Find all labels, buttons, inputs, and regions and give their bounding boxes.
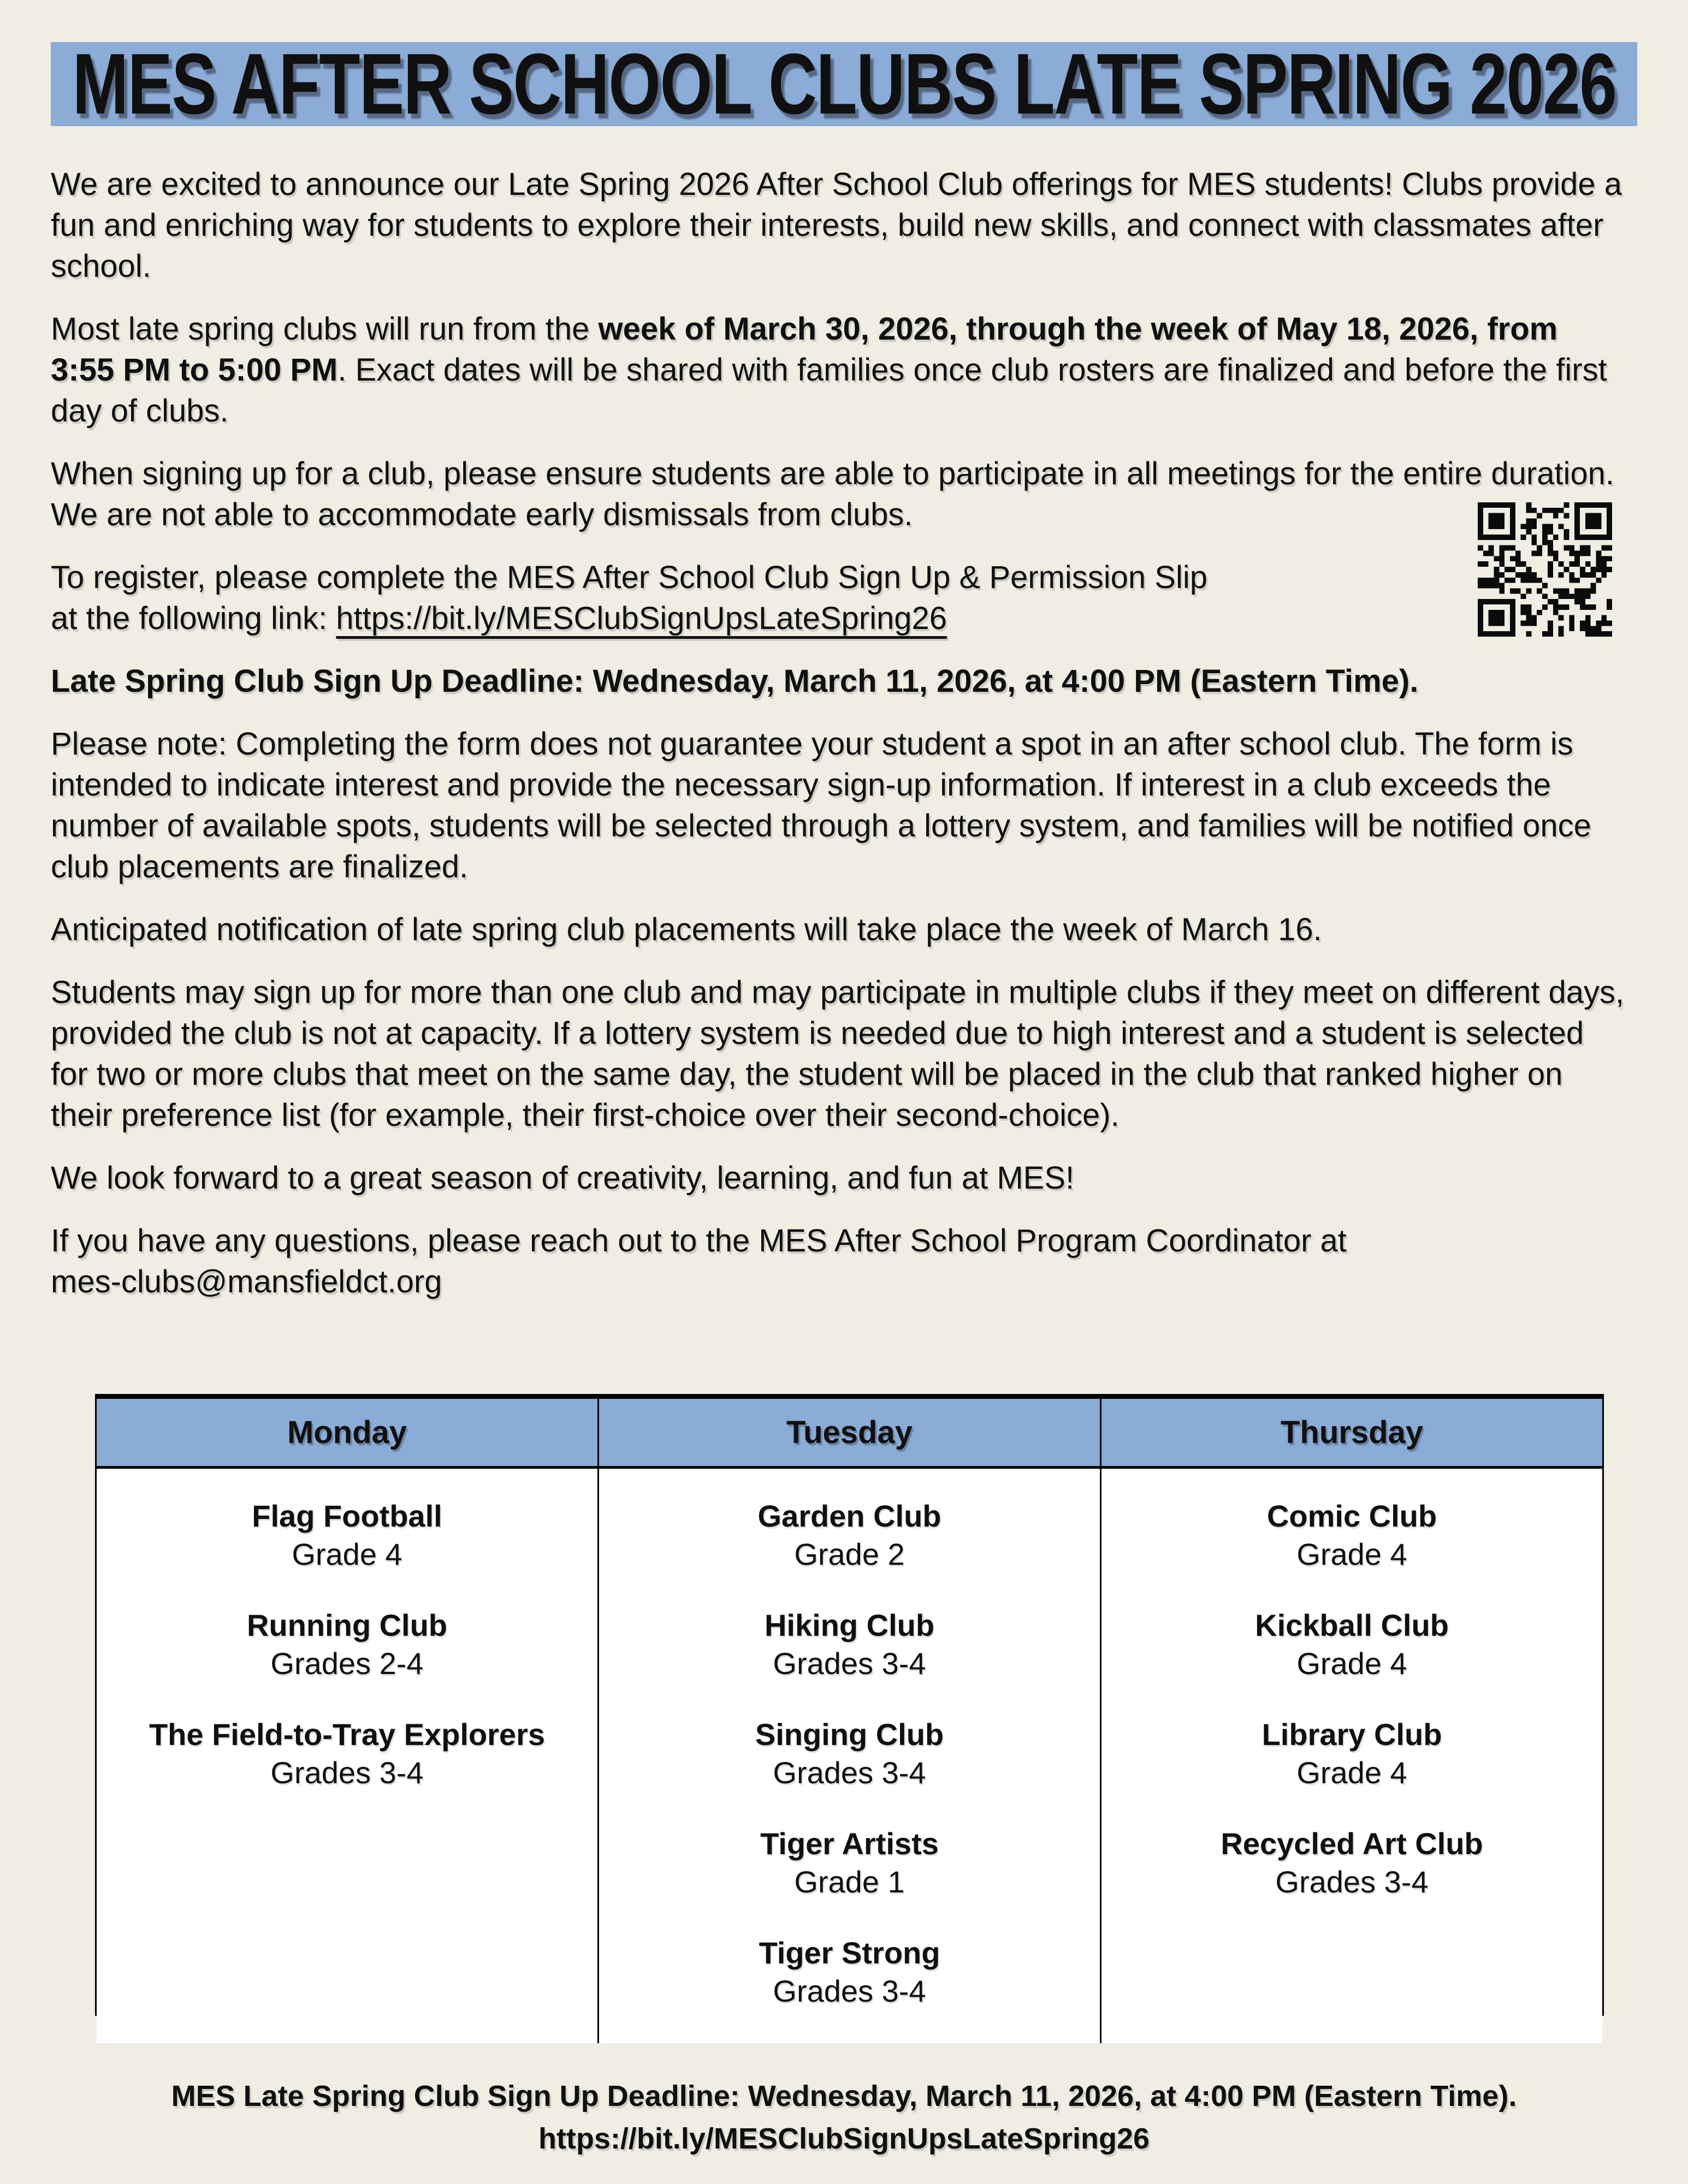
closing-paragraph: We look forward to a great season of creativity, learning, and fun at MES! [51, 1160, 1075, 1196]
club-name: Kickball Club [1255, 1608, 1449, 1642]
coordinator-email: mes-clubs@mansfieldct.org [51, 1264, 442, 1299]
please-note-paragraph: Please note: Completing the form does not guarantee your student a spot in an after school club. The form is intended to indicate interest and provide the necessary sign-up information. If interest in a club exceeds the number of available spots, students will be selected through a lottery system, and families will be notified once club placements are finalized. [51, 726, 1591, 885]
club-name: Recycled Art Club [1221, 1826, 1483, 1861]
club-entry [97, 1606, 597, 1683]
flyer-body [51, 164, 1629, 1324]
club-name: Tiger Strong [759, 1936, 940, 1970]
table-header-thursday: Thursday [1100, 1399, 1602, 1466]
club-name: Garden Club [757, 1499, 941, 1533]
club-grade: Grades 3-4 [773, 1755, 926, 1790]
club-grade: Grades 3-4 [270, 1755, 424, 1790]
club-entry [1101, 1497, 1602, 1574]
schedule-text: Most late spring clubs will run from the [51, 311, 599, 347]
footer-line1: MES Late Spring Club Sign Up Deadline: Wednesday, March 11, 2026, at 4:00 PM (Eastern Time). [171, 2080, 1517, 2112]
club-name: The Field-to-Tray Explorers [149, 1717, 546, 1752]
schedule-dates-bold: week of March 30, 2026, through the week of May 18, 2026, from 3:55 PM to 5:00 PM [51, 311, 1558, 388]
club-grade: Grades 2-4 [270, 1646, 424, 1681]
club-grade: Grades 3-4 [773, 1646, 926, 1681]
club-name: Running Club [246, 1608, 447, 1642]
schedule-paragraph [51, 308, 1629, 431]
club-grade: Grades 3-4 [773, 1974, 926, 2008]
club-entry [599, 1825, 1100, 1901]
signup-link[interactable]: https://bit.ly/MESClubSignUpsLateSpring26 [336, 601, 947, 636]
club-grade: Grade 4 [292, 1537, 402, 1571]
page-title: MES AFTER SCHOOL CLUBS LATE SPRING 2026 [72, 36, 1616, 132]
club-entry [599, 1606, 1100, 1683]
club-entry [97, 1497, 597, 1574]
monday-column-cell [97, 1469, 597, 2043]
club-entry [599, 1716, 1100, 1792]
club-grade: Grade 4 [1296, 1646, 1407, 1681]
club-grade: Grade 2 [794, 1537, 905, 1571]
multiple-clubs-paragraph: Students may sign up for more than one club and may participate in multiple clubs if they meet on different days, provided the club is not at capacity. If a lottery system is needed due to high interest and a student is selected for two or more clubs that meet on the same day, the student will be placed in the club that ranked higher on their preference list (for example, their first-choice over their second-choice). [51, 975, 1625, 1133]
club-entry [1101, 1716, 1602, 1792]
title-banner [51, 36, 1637, 132]
footer-line2: https://bit.ly/MESClubSignUpsLateSpring26 [538, 2122, 1150, 2155]
club-grade: Grade 4 [1296, 1755, 1407, 1790]
intro-paragraph: We are excited to announce our Late Spring 2026 After School Club offerings for MES students! Clubs provide a fun and enriching way for students to explore their interests, build new skills, and connect with classmates after school. [51, 167, 1622, 284]
club-name: Hiking Club [764, 1608, 935, 1642]
notification-paragraph: Anticipated notification of late spring club placements will take place the week of March 16. [51, 912, 1322, 947]
club-grade: Grade 4 [1296, 1537, 1407, 1571]
register-line1: To register, please complete the MES After School Club Sign Up & Permission Slip [51, 560, 1208, 595]
register-paragraph [51, 557, 1356, 639]
club-entry [599, 1497, 1100, 1574]
table-header-monday: Monday [287, 1415, 407, 1450]
club-grade: Grades 3-4 [1275, 1865, 1429, 1899]
table-header-tuesday: Tuesday [597, 1399, 1100, 1466]
register-line2-prefix: at the following link: [51, 601, 336, 636]
club-entry [599, 1934, 1100, 2010]
clubs-schedule-table [95, 1394, 1604, 2016]
deadline-paragraph: Late Spring Club Sign Up Deadline: Wednesday, March 11, 2026, at 4:00 PM (Eastern Time). [51, 663, 1419, 699]
schedule-text-suffix: . Exact dates will be shared with families once club rosters are finalized and before the first day of clubs. [51, 352, 1607, 429]
club-entry [1101, 1606, 1602, 1683]
thursday-column-cell [1100, 1469, 1602, 2043]
club-entry [1101, 1825, 1602, 1901]
table-header-row [97, 1399, 1602, 1469]
club-entry [97, 1716, 597, 1792]
tuesday-column-cell [597, 1469, 1100, 2043]
club-name: Tiger Artists [760, 1826, 939, 1861]
club-name: Flag Football [252, 1499, 442, 1533]
questions-line1: If you have any questions, please reach out to the MES After School Program Coordinator at [51, 1223, 1347, 1259]
club-grade: Grade 1 [794, 1865, 905, 1899]
footer-deadline [0, 2075, 1688, 2160]
club-name: Singing Club [755, 1717, 944, 1752]
table-body-row [97, 1469, 1602, 2043]
participation-paragraph: When signing up for a club, please ensure students are able to participate in all meetings for the entire duration. We are not able to accommodate early dismissals from clubs. [51, 456, 1615, 532]
questions-paragraph [51, 1220, 1629, 1302]
club-name: Library Club [1261, 1717, 1442, 1752]
club-name: Comic Club [1266, 1499, 1437, 1533]
